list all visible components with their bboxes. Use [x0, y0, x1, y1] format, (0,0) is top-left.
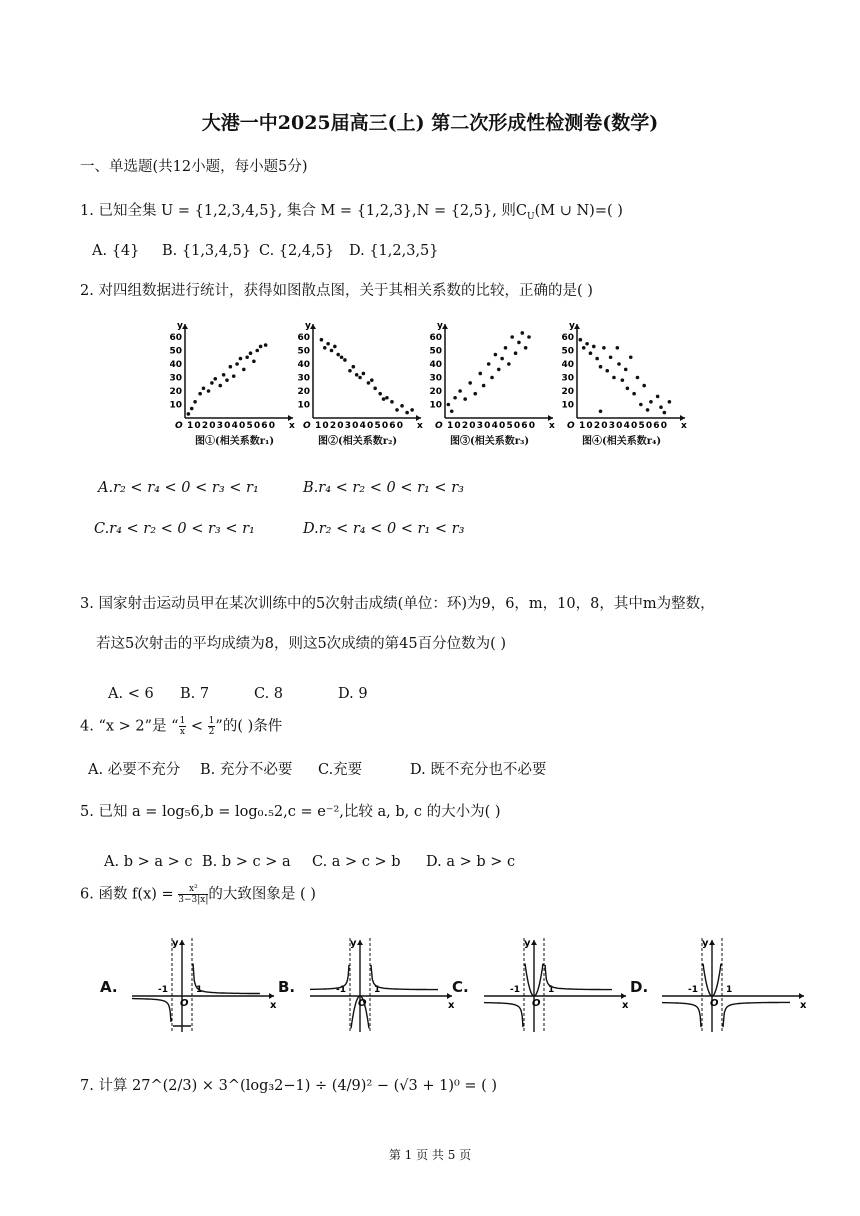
- q4-option-d[interactable]: D. 既不充分也不必要: [410, 762, 547, 778]
- origin-label: O: [710, 998, 719, 1009]
- graph-svg-a: [130, 934, 280, 1034]
- scatter-point: [222, 373, 226, 377]
- scatter-point: [524, 346, 528, 350]
- scatter-plot-2: [293, 318, 425, 447]
- scatter-point: [320, 338, 324, 342]
- scatter-point: [668, 400, 672, 404]
- scatter-point: [612, 376, 616, 380]
- y-tick-label: 50: [169, 346, 182, 357]
- tick-neg-one: -1: [158, 985, 168, 995]
- function-graph-d[interactable]: [660, 934, 810, 1038]
- scatter-point: [527, 335, 531, 339]
- scatter-point: [362, 372, 366, 376]
- scatter-point: [343, 358, 347, 362]
- scatter-point: [514, 351, 518, 355]
- q1-option-d[interactable]: D. {1,2,3,5}: [349, 243, 439, 259]
- scatter-point: [239, 357, 243, 361]
- scatter-point: [458, 389, 462, 393]
- scatter-point: [264, 343, 268, 347]
- scatter-point: [478, 372, 482, 376]
- scatter-point: [616, 346, 620, 350]
- graph-option-label-d[interactable]: D.: [630, 978, 649, 996]
- scatter-point: [255, 349, 259, 353]
- scatter-point: [210, 381, 214, 385]
- graph-branch-right: [723, 1002, 790, 1027]
- scatter-point: [487, 362, 491, 366]
- y-tick-label: 50: [561, 346, 574, 357]
- scatter-svg-1: [165, 318, 297, 428]
- scatter-point: [367, 381, 371, 385]
- scatter-point: [579, 338, 583, 342]
- origin-label: O: [435, 421, 443, 428]
- scatter-point: [517, 341, 521, 345]
- scatter-point: [520, 331, 524, 335]
- q4-stem-post: ”的( )条件: [215, 718, 283, 735]
- scatter-point: [599, 409, 603, 413]
- scatter-point: [259, 345, 263, 349]
- question-4-stem: [80, 716, 282, 737]
- scatter-point: [370, 378, 374, 382]
- scatter-point: [582, 346, 586, 350]
- graph-branch-right: [193, 964, 260, 994]
- y-tick-label: 30: [429, 373, 442, 384]
- scatter-point: [232, 374, 236, 378]
- scatter-point: [507, 362, 511, 366]
- scatter-point: [245, 355, 249, 359]
- scatter-point: [639, 403, 643, 407]
- y-axis-arrow: [357, 940, 363, 945]
- scatter-plot-4: [557, 318, 689, 447]
- question-2-stem: 2. 对四组数据进行统计，获得如图散点图，关于其相关系数的比较，正确的是( ): [80, 283, 593, 299]
- y-tick-label: 40: [297, 360, 310, 370]
- y-axis-arrow: [709, 940, 715, 945]
- scatter-point: [340, 355, 344, 359]
- q4-option-c[interactable]: C.充要: [318, 762, 363, 778]
- y-tick-label: 60: [297, 333, 310, 343]
- scatter-point: [599, 365, 603, 369]
- q3-option-a[interactable]: A. < 6: [108, 686, 154, 702]
- q2-option-c[interactable]: C.r₄ < r₂ < 0 < r₃ < r₁: [94, 521, 255, 537]
- scatter-point: [385, 396, 389, 400]
- y-tick-label: 40: [169, 360, 182, 370]
- q4-lt: <: [186, 718, 208, 735]
- scatter-point: [617, 362, 621, 366]
- x-axis-arrow: [269, 993, 274, 999]
- scatter-point: [229, 365, 233, 369]
- q4-frac2-den: 2: [208, 727, 215, 737]
- q5-option-d[interactable]: D. a > b > c: [426, 854, 516, 870]
- x-axis-letter: x: [800, 1000, 807, 1011]
- scatter-point: [352, 365, 356, 369]
- q6-fraction: [178, 884, 208, 905]
- tick-neg-one: -1: [688, 985, 698, 995]
- scatter-point: [632, 392, 636, 396]
- graph-svg-c: [482, 934, 632, 1034]
- scatter-point: [589, 351, 593, 355]
- y-tick-label: 60: [429, 333, 442, 343]
- scatter-point: [330, 349, 334, 353]
- scatter-point: [225, 378, 229, 382]
- scatter-point: [468, 381, 472, 385]
- scatter-point: [326, 342, 330, 346]
- scatter-caption-3: 图③(相关系数r₃): [450, 436, 530, 447]
- scatter-point: [333, 345, 337, 349]
- y-axis-arrow: [310, 324, 316, 329]
- x-tick-labels: 102030405060: [447, 421, 535, 428]
- scatter-point: [198, 392, 202, 396]
- scatter-point: [663, 411, 667, 415]
- y-axis-letter: y: [702, 938, 709, 949]
- y-tick-label: 30: [169, 373, 182, 384]
- scatter-point: [336, 353, 340, 357]
- origin-label: O: [303, 421, 311, 428]
- scatter-point: [497, 368, 501, 372]
- scatter-point: [249, 351, 253, 355]
- scatter-point: [609, 355, 613, 359]
- question-3-line-1: 3. 国家射击运动员甲在某次训练中的5次射击成绩(单位：环)为9，6，m，10，8，其中m为整数，: [80, 596, 715, 612]
- y-axis-arrow: [574, 324, 580, 329]
- question-5-stem: 5. 已知 a = log₅6,b = log₀.₅2,c = e⁻²,比较 a, b, c 的大小为( ): [80, 804, 501, 820]
- section-heading: 一、单选题(共12小题，每小题5分): [80, 159, 308, 175]
- y-axis-letter: y: [305, 321, 311, 331]
- q4-frac-den: x: [179, 727, 185, 737]
- q5-option-b[interactable]: B. b > c > a: [202, 854, 291, 870]
- scatter-point: [624, 368, 628, 372]
- graph-branch-right: [545, 965, 612, 990]
- x-axis-letter: x: [448, 1000, 455, 1011]
- q2-option-d[interactable]: D.r₂ < r₄ < 0 < r₁ < r₃: [303, 521, 465, 537]
- q4-option-a[interactable]: A. 必要不充分: [88, 762, 181, 778]
- scatter-point: [585, 342, 589, 346]
- scatter-point: [453, 396, 457, 400]
- x-axis-letter: x: [681, 421, 687, 428]
- graph-option-label-b[interactable]: B.: [278, 978, 296, 996]
- scatter-point: [450, 409, 454, 413]
- q2-option-a[interactable]: A.r₂ < r₄ < 0 < r₃ < r₁: [98, 480, 259, 496]
- scatter-point: [202, 387, 206, 391]
- x-axis-letter: x: [622, 1000, 629, 1011]
- tick-pos-one: 1: [196, 985, 203, 995]
- origin-label: O: [175, 421, 183, 428]
- scatter-point: [659, 405, 663, 409]
- scatter-point: [323, 346, 327, 350]
- q1-option-b[interactable]: B. {1,3,4,5}: [162, 243, 252, 259]
- page-footer: 第 1 页 共 5 页: [388, 1148, 472, 1162]
- y-tick-label: 40: [561, 360, 574, 370]
- scatter-caption-1: 图①(相关系数r₁): [195, 436, 275, 447]
- scatter-point: [626, 387, 630, 391]
- scatter-point: [378, 392, 382, 396]
- y-tick-label: 20: [561, 387, 574, 397]
- function-graph-c[interactable]: [482, 934, 632, 1038]
- y-tick-label: 30: [561, 373, 574, 384]
- y-tick-label: 50: [297, 346, 310, 357]
- y-axis-arrow: [179, 940, 185, 945]
- y-axis-letter: y: [177, 321, 183, 331]
- y-tick-label: 20: [297, 387, 310, 397]
- question-7-stem: 7. 计算 27^(2/3) × 3^(log₃2−1) ÷ (4/9)² − (√3 + 1)⁰ = ( ): [80, 1078, 498, 1094]
- page-title: 大港一中2025届高三(上) 第二次形成性检测卷(数学): [201, 112, 659, 134]
- y-axis-arrow: [531, 940, 537, 945]
- scatter-point: [473, 392, 477, 396]
- x-tick-labels: 102030405060: [187, 421, 275, 428]
- y-tick-label: 30: [297, 373, 310, 384]
- tick-pos-one: 1: [548, 985, 555, 995]
- question-3-line-2: 若这5次射击的平均成绩为8，则这5次成绩的第45百分位数为( ): [96, 636, 507, 652]
- graph-branch-right: [371, 965, 438, 990]
- scatter-point: [187, 412, 191, 416]
- graph-branch-left: [132, 999, 171, 1022]
- graph-option-label-a[interactable]: A.: [100, 978, 118, 996]
- y-tick-label: 60: [561, 333, 574, 343]
- scatter-point: [405, 411, 409, 415]
- scatter-point: [400, 404, 404, 408]
- y-tick-label: 50: [429, 346, 442, 357]
- q1-stem-subscript: U: [527, 211, 535, 222]
- scatter-point: [649, 400, 653, 404]
- q4-stem-pre: 4. “x > 2”是 “: [80, 718, 179, 735]
- scatter-plot-3: [425, 318, 557, 447]
- scatter-point: [494, 353, 498, 357]
- tick-neg-one: -1: [510, 985, 520, 995]
- y-axis-arrow: [182, 324, 188, 329]
- q6-stem-post: 的大致图象是 ( ): [208, 886, 316, 903]
- scatter-point: [595, 357, 599, 361]
- scatter-point: [213, 377, 217, 381]
- scatter-point: [190, 407, 194, 411]
- y-axis-letter: y: [524, 938, 531, 949]
- scatter-point: [510, 335, 514, 339]
- q2-option-b[interactable]: B.r₄ < r₂ < 0 < r₁ < r₃: [303, 480, 464, 496]
- scatter-point: [646, 408, 650, 412]
- function-graph-b[interactable]: [308, 934, 458, 1038]
- y-axis-letter: y: [172, 938, 179, 949]
- q4-option-b[interactable]: B. 充分不必要: [200, 762, 293, 778]
- question-1-stem: [80, 201, 623, 227]
- scatter-point: [656, 395, 660, 399]
- q6-stem-pre: 6. 函数 f(x) =: [80, 886, 179, 903]
- origin-label: O: [358, 998, 367, 1009]
- q3-option-b[interactable]: B. 7: [180, 686, 210, 702]
- q4-frac2-num: 1: [208, 716, 215, 726]
- y-tick-label: 10: [297, 400, 310, 411]
- function-graph-a[interactable]: [130, 934, 280, 1038]
- scatter-point: [500, 357, 504, 361]
- graph-branch-left: [484, 1003, 523, 1028]
- x-axis-letter: x: [289, 421, 295, 428]
- scatter-caption-4: 图④(相关系数r₄): [582, 436, 662, 447]
- scatter-point: [382, 397, 386, 401]
- tick-neg-one: -1: [336, 985, 346, 995]
- scatter-point: [373, 387, 377, 391]
- y-axis-arrow: [442, 324, 448, 329]
- y-axis-letter: y: [350, 938, 357, 949]
- origin-label: O: [180, 998, 189, 1009]
- q5-option-a[interactable]: A. b > a > c: [104, 854, 193, 870]
- scatter-point: [235, 362, 239, 366]
- scatter-point: [390, 400, 394, 404]
- graph-branch-left: [662, 1003, 701, 1028]
- scatter-svg-4: [557, 318, 689, 428]
- x-tick-labels: 102030405060: [315, 421, 403, 428]
- scatter-point: [218, 384, 222, 388]
- scatter-point: [602, 346, 606, 350]
- x-axis-arrow: [621, 993, 626, 999]
- q6-frac-num: x²: [178, 884, 208, 895]
- q3-option-c[interactable]: C. 8: [254, 686, 284, 702]
- scatter-point: [592, 345, 596, 349]
- q1-option-c[interactable]: C. {2,4,5}: [259, 243, 335, 259]
- scatter-point: [348, 369, 352, 373]
- scatter-point: [193, 400, 197, 404]
- scatter-caption-2: 图②(相关系数r₂): [318, 436, 398, 447]
- q3-option-d[interactable]: D. 9: [338, 686, 368, 702]
- scatter-point: [636, 376, 640, 380]
- scatter-point: [242, 368, 246, 372]
- scatter-svg-2: [293, 318, 425, 428]
- scatter-point: [463, 397, 467, 401]
- y-axis-letter: y: [437, 321, 443, 331]
- scatter-point: [482, 384, 486, 388]
- scatter-point: [504, 346, 508, 350]
- graph-svg-b: [308, 934, 458, 1034]
- graph-svg-d: [660, 934, 810, 1034]
- q1-stem-text: 1. 已知全集 U = {1,2,3,4,5}, 集合 M = {1,2,3},N = {2,5}, 则C: [80, 203, 528, 219]
- scatter-point: [355, 373, 359, 377]
- tick-pos-one: 1: [374, 985, 381, 995]
- y-tick-label: 20: [169, 387, 182, 397]
- y-tick-label: 10: [169, 400, 182, 411]
- scatter-point: [642, 384, 646, 388]
- scatter-point: [447, 403, 451, 407]
- y-tick-label: 10: [429, 400, 442, 411]
- y-tick-label: 20: [429, 387, 442, 397]
- scatter-point: [605, 369, 609, 373]
- q1-option-a[interactable]: A. {4}: [92, 243, 140, 259]
- origin-label: O: [532, 998, 541, 1009]
- y-tick-label: 40: [429, 360, 442, 370]
- q6-frac-den: 3−3|x|: [178, 895, 209, 905]
- scatter-point: [358, 376, 362, 380]
- scatter-plot-1: [165, 318, 297, 447]
- q4-frac-num: 1: [179, 716, 186, 726]
- q5-option-c[interactable]: C. a > c > b: [312, 854, 401, 870]
- y-tick-label: 60: [169, 333, 182, 343]
- x-axis-letter: x: [549, 421, 555, 428]
- x-tick-labels: 102030405060: [579, 421, 667, 428]
- y-axis-letter: y: [569, 321, 575, 331]
- graph-branch-left: [310, 965, 349, 990]
- origin-label: O: [567, 421, 575, 428]
- y-tick-label: 10: [561, 400, 574, 411]
- scatter-point: [621, 378, 625, 382]
- scatter-point: [410, 408, 414, 412]
- tick-pos-one: 1: [726, 985, 733, 995]
- x-axis-letter: x: [417, 421, 423, 428]
- x-axis-letter: x: [270, 1000, 277, 1011]
- q1-stem-end: (M ∪ N)=( ): [534, 203, 623, 219]
- scatter-point: [490, 376, 494, 380]
- graph-option-label-c[interactable]: C.: [452, 978, 469, 996]
- scatter-point: [207, 389, 211, 393]
- scatter-point: [395, 408, 399, 412]
- question-6-stem: [80, 884, 316, 905]
- scatter-point: [629, 355, 633, 359]
- scatter-point: [252, 360, 256, 364]
- scatter-svg-3: [425, 318, 557, 428]
- x-axis-arrow: [799, 993, 804, 999]
